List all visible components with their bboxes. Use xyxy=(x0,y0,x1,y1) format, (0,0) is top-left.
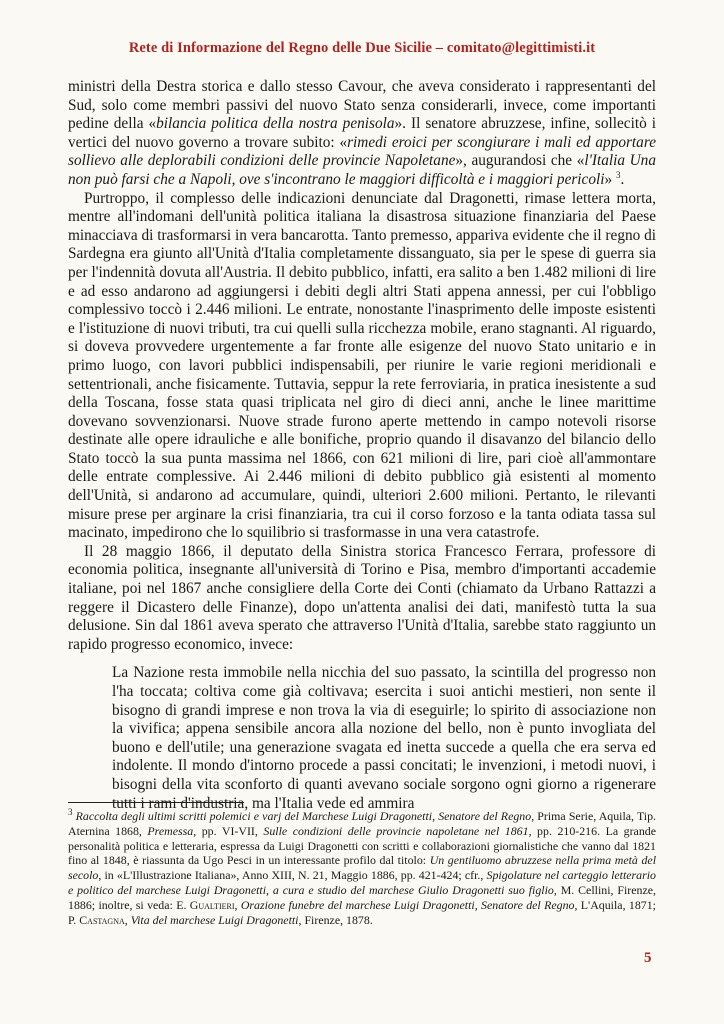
italic-run: Orazione funebre del marchese Luigi Dragonetti, Senatore del Regno xyxy=(240,897,575,912)
text-run: , in «L'Illustrazione Italiana», Anno XIII, N. 21, Maggio 1886, pp. 421-424; cfr., xyxy=(98,868,487,883)
main-text xyxy=(68,78,656,813)
footnote-ref[interactable]: 3 xyxy=(615,169,621,180)
text-run: , L'Aquila, 1871; P. xyxy=(68,897,656,927)
paragraph-2: Purtroppo, il complesso delle indicazioni denunciate dal Dragonetti, rimase lettera morta, mentre all'indomani dell'unità politica italiana la disastrosa situazione finanziaria del Paese minacciava di trasformarsi in vera bancarotta. Tanto premesso, appariva evidente che il regno di Sardegna era giunto all'Unità d'Italia completamente dissanguato, sia per le spese di guerra sia per l'indennità dovuta all'Austria. Il debito pubblico, infatti, era salito a ben 1.482 milioni di lire e ad esso andarono ad aggiungersi i debiti degli altri Stati appena annessi, per cui l'obbligo complessivo toccò i 2.446 milioni. Le entrate, nonostante l'inasprimento delle imposte esistenti e l'istituzione di nuovi tributi, tra cui quelli sulla ricchezza mobile, erano stagnanti. Al riguardo, si doveva provvedere urgentemente a far fronte alle esigenze del nuovo Stato unitario e in primo luogo, con lavori pubblici indispensabili, per riunire le varie regioni meridionali e settentrionali, anche fisicamente. Tuttavia, seppur la rete ferroviaria, in pratica inesistente a sud della Toscana, fosse stata quasi triplicata nel giro di dieci anni, anche le linee marittime dovevano sovvenzionarsi. Nuove strade furono aperte mettendo in campo notevoli risorse destinate alle opere idrauliche e alle bonifiche, proprio quando il disavanzo del bilancio dello Stato toccò la sua punta massima nel 1866, con 621 milioni di lire, pari cioè all'ammontare delle entrate complessive. Ai 2.446 milioni di debito pubblico già esistenti al momento dell'Unità, si andarono ad accumulare, quindi, ulteriori 2.600 milioni. Pertanto, le rilevanti misure prese per arginare la crisi finanziaria, tra cui il corso forzoso e la tanta odiata tassa sul macinato, impedirono che lo squilibrio si trasformasse in una vera catastrofe. xyxy=(68,189,656,542)
author-name: Castagna xyxy=(79,912,125,927)
text-run: , Prima Serie, Aquila, Tip. Aternina 1868, xyxy=(68,809,657,838)
italic-run: Raccolta degli ultimi scritti polemici e varj del Marchese Luigi Dragonetti, Senatore del Regno xyxy=(75,809,532,823)
italic-run: l'Italia Una non può farsi che a Napoli, ove s'incontrano le maggiori difficoltà e i maggiori pericoli xyxy=(68,152,656,188)
text-run: ». Il senatore abruzzese, infine, sollecitò i vertici del nuovo governo a trovare subito: « xyxy=(68,115,656,151)
italic-run: Un gentiluomo abruzzese nella prima metà del secolo xyxy=(68,853,656,883)
italic-run: Spigolature nel carteggio letterario e politico del marchese Luigi Dragonetti, a cura e studio del marchese Giulio Dragonetti suo figlio xyxy=(68,868,656,897)
page-number: 5 xyxy=(644,950,652,966)
text-run: , pp. VI-VII, xyxy=(193,823,264,838)
paragraph-3: Il 28 maggio 1866, il deputato della Sinistra storica Francesco Ferrara, professore di economia politica, insegnante all'università di Torino e Pisa, membro d'importanti accademie italiane, poi nel 1867 anche consigliere della Corte dei Conti (chiamato da Urbano Rattazzi a reggere il Dicastero delle Finanze), dopo un'attenta analisi dei dati, manifestò tutta la sua delusione. Sin dal 1861 aveva sperato che attraverso l'Unità d'Italia, sarebbe stato raggiunto un rapido progresso economico, invece: xyxy=(68,542,656,653)
paragraph-1 xyxy=(68,78,656,190)
text-run: , M. Cellini, Firenze, 1886; inoltre, si veda: E. xyxy=(68,882,656,912)
text-run: , pp. 210-216. La grande personalità politica e letteraria, espressa da Luigi Dragonetti con scritti e collaborazioni giornalistiche che vanno dal 1821 fino al 1848, è riassunta da Ugo Pesci in un interessante profilo dal titolo: xyxy=(68,823,656,868)
text-run: , xyxy=(124,912,131,927)
text-run: ministri della Destra storica e dallo stesso Cavour, che aveva considerato i rappresentanti del Sud, solo come membri passivi del nuovo Stato senza considerarli, invece, come importanti pedine della « xyxy=(68,78,656,133)
block-quote: La Nazione resta immobile nella nicchia del suo passato, la scintilla del progresso non l'ha toccata; coltiva come già coltivava; esercita i suoi antichi mestieri, non sente il bisogno di grandi imprese e non trova la via di eseguirle; lo spirito di associazione non la vivifica; appena sensibile ancora alla nozione del bello, non è punto invogliata del buono e dell'utile; una generazione svagata ed inetta succede a quella che era serva ed indolente. Il mondo d'intorno procede a passi concitati; le invenzioni, i metodi nuovi, i bisogni della vita sconforto di quanti avevano sociale sorgono ogni giorno a rigenerare tutti i rami d'industria, ma l'Italia vede ed ammira xyxy=(112,664,656,812)
italic-run: rimedi eroici per scongiurare i mali ed apportare sollievo alle deplorabili condizioni delle provincie Napoletane xyxy=(68,133,656,170)
italic-run: Vita del marchese Luigi Dragonetti xyxy=(130,912,299,927)
text-run: . xyxy=(620,170,625,188)
text-run: » xyxy=(604,170,613,188)
author-name: Gualtieri xyxy=(189,897,235,912)
italic-run: Premessa xyxy=(147,823,194,838)
text-run: , xyxy=(234,897,241,912)
footnote-number: 3 xyxy=(68,807,73,818)
italic-run: Sulle condizioni delle provincie napoletane nel 1861 xyxy=(263,823,529,838)
text-run: », augurandosi che « xyxy=(455,152,585,170)
italic-run: bilancia politica della nostra penisola xyxy=(156,115,395,133)
footnote-3 xyxy=(68,809,656,927)
footnote-divider xyxy=(68,802,244,803)
text-run: , Firenze, 1878. xyxy=(298,912,373,927)
page-header: Rete di Informazione del Regno delle Due Sicilie – comitato@legittimisti.it xyxy=(128,40,596,56)
